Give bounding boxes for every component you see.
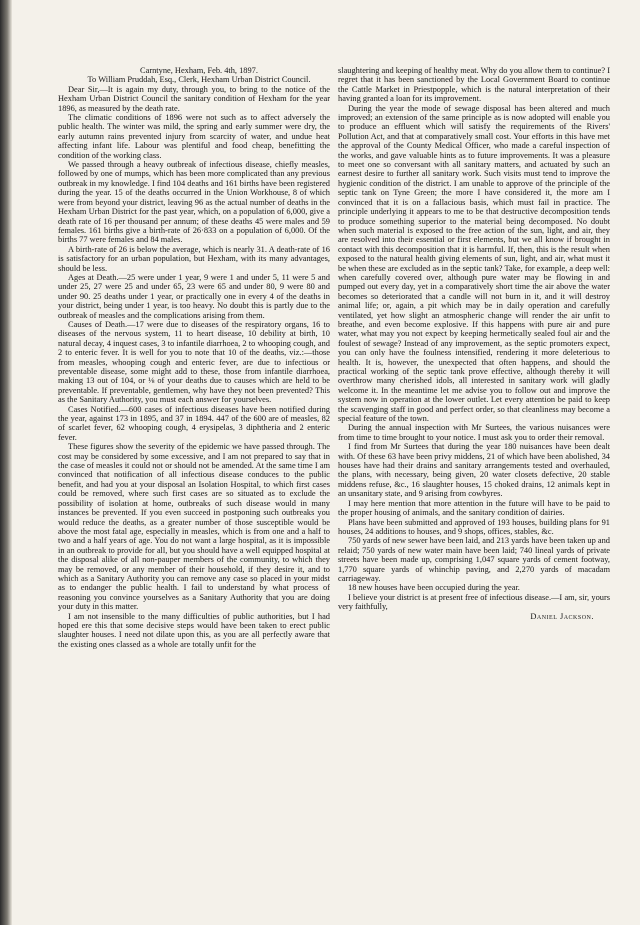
paragraph: I may here mention that more attention in the future will have to be paid to the proper housing of animals, and the sanitary condition of dairies. xyxy=(338,498,610,518)
left-column xyxy=(58,66,330,916)
paragraph: I find from Mr Surtees that during the year 180 nuisances have been dealt with. Of these 63 have been privy middens, 21 of which have been abolished, 34 houses have had their drains and sanitary arrangements tested and overhauled, the plans, with necessary, being given, 20 water closets defective, 20 stable middens refuse, &c., 16 slaughter houses, 15 choked drains, 12 animals kept in an unsanitary state, and 9 arising from cowbyres. xyxy=(338,442,610,499)
paragraph-causes-of-death: Causes of Death.—17 were due to diseases of the respiratory organs, 16 to diseases of the nervous system, 11 to heart disease, 10 debility at birth, 10 natural decay, 4 inquest cases, 3 to infantile diarrhoea, 2 to whooping cough, and 2 to enteric fever. It is well for you to note that 10 of the deaths, viz.:—those from measles, whooping cough and enteric fever, are due to infectious or preventable disease, some might add to these, those from infantile diarrhoea, making 13 out of 104, or ⅛ of your deaths due to causes which are held to be preventable. If preventable, gentlemen, why have they not been prevented? This as the Sanitary Authority, you must each answer for yourselves. xyxy=(58,319,330,405)
paragraph-cases-notified: Cases Notified.—600 cases of infectious diseases have been notified during the year, against 173 in 1895, and 37 in 1894. 447 of the 600 are of measles, 82 of scarlet fever, 62 whooping cough, 4 erysipelas, 3 diphtheria and 2 enteric fever. xyxy=(58,404,330,442)
paragraph: 18 new houses have been occupied during the year. xyxy=(348,583,520,593)
paragraph: Plans have been submitted and approved of 193 houses, building plans for 91 houses, 24 additions to houses, and 9 shops, offices, stables, &c. xyxy=(338,517,610,536)
dateline: Carntyne, Hexham, Feb. 4th, 1897. xyxy=(140,66,258,75)
paragraph: These figures show the severity of the epidemic we have passed through. The cost may be considered by some excessive, and I am not prepared to say that in the case of measles it could not or should not be amended. At the same time I am convinced that notification of all infectious disease conduces to the public benefit, and had you at your disposal an Isolation Hospital, to which first cases could be removed, where such first cases are so situated as to exclude the possibility of isolation at home, outbreaks of such disease would in many instances be prevented. If you even succeed in postponing such outbreaks you would reduce the deaths, as a greater number of those susceptible would be above the most fatal age, especially in measles, which is from one and a half to two and a half years of age. You do not want a large hospital, as it is impossible in an outbreak to provide for all, but you should have a well equipped hospital at the disposal alike of all non-pauper members of the community, to which they may be removed, or any member of their household, if they desire it, and to which as a Sanitary Authority you can remove any case so placed in your midst as to endanger the public health. I fail to understand by what process of reasoning you convince yourselves as a Sanitary Authority that you are doing your duty in this matter. xyxy=(58,442,330,612)
paragraph: We passed through a heavy outbreak of infectious disease, chiefly measles, followed by one of mumps, which has been more complicated than any previous outbreak in my knowledge. I find 104 deaths and 161 births have been registered during the year. 15 of the deaths occurred in the Union Workhouse, 8 of which were from beyond your district, leaving 96 as the actual number of deaths in the Hexham Urban District for the past year, which, on a population of 6,000, give a death rate of 16 per thousand per annum; of these deaths 45 were males and 59 females. 161 births give a birth-rate of 26·833 on a population of 6,000. Of the births 77 were females and 84 males. xyxy=(58,160,330,245)
paragraph-continued: slaughtering and keeping of healthy meat. Why do you allow them to continue? I regret that it has been sanctioned by the Local Government Board to continue the Cattle Market in Priestpopple, which is the natural interpretation of their having granted a loan for its improvement. xyxy=(338,66,610,104)
paragraph: 750 yards of new sewer have been laid, and 213 yards have been taken up and relaid; 750 yards of new water main have been laid; 740 lineal yards of private streets have been made up, comprising 1,047 square yards of cement footway, 1,770 square yards of whinchip paving, and 2,270 yards of macadam carriageway. xyxy=(338,536,610,583)
paragraph: I am not insensible to the many difficulties of public authorities, but I had hoped ere this that some decisive steps would have been taken to erect public slaughter houses. I need not dilate upon this, as you are all perfectly aware that the existing ones classed as a whole are totally unfit for the xyxy=(58,611,330,649)
paragraph: During the annual inspection with Mr Surtees, the various nuisances were from time to time brought to your notice. I must ask you to order their removal. xyxy=(338,423,610,442)
closing-paragraph: I believe your district is at present free of infectious disease.—I am, sir, yours very faithfully, xyxy=(338,592,610,612)
letter-columns xyxy=(58,66,618,916)
right-column xyxy=(338,66,610,916)
signature: Daniel Jackson. xyxy=(530,611,594,621)
paragraph-ages-at-death: Ages at Death.—25 were under 1 year, 9 were 1 and under 5, 11 were 5 and under 25, 27 were 25 and under 65, 23 were 65 and under 80, 9 were 80 and under 90. 25 deaths under 1 year, or practically one in every 4 of the deaths in your district, being under 1 year, is too heavy. No doubt this is partly due to the outbreak of measles and the complications arising from them. xyxy=(58,272,330,320)
paragraph: A birth-rate of 26 is below the average, which is nearly 31. A death-rate of 16 is satisfactory for an urban population, but Hexham, with its many advantages, should be less. xyxy=(58,244,330,273)
paragraph: During the year the mode of sewage disposal has been altered and much improved; an extension of the same principle as is now adopted will enable you to produce an effluent which will satisfy the requirements of the Rivers' Pollution Act, and that at comparatively small cost. Your efforts in this have met the approval of the County Medical Officer, who made a careful inspection of the works, and gave valuable hints as to future improvements. It was a pleasure to meet one so conversant with all sanitary matters, and actuated by such an earnest desire to further all sanitary work. Such visits must tend to improve the hygienic condition of the district. I am unable to approve of the principle of the septic tank on Tyne Green; the more I have considered it, the more am I convinced that it is on a fallacious basis, which must fail in practice. The principle underlying it appears to me to be that destructive decomposition tends to produce something superior to the material being decomposed. No doubt when such material is exposed to the free action of the sun, light, and air, they are resolved into their essential or first elements, but we all know if brought in contact with this decomposition that it is harmful. If, then, this is the result when exposed to the natural health giving elements of sun, light, and air, what must it be when these are excluded as in the septic tank? Take, for example, a deep well: when carefully covered over, although pure water may be flowing in and pumped out every day, yet in a comparatively short time the air above the water becomes so deteriorated that a candle will not burn in it, and it will destroy animal life; or, again, a pit which may be in daily operation and carefully ventilated, yet how slight an atmospheric change will render the air unfit to breathe, and even become explosive. If this happens with pure air and pure water, what may you not expect by keeping hermetically sealed foul air and the foulest of sewage? Instead of any improvement, as the septic promoters expect, you can only have the foulness intensified, rendering it more deleterious to health. It is, however, the unexpected that often happens, and should the practical working of the septic tank prove effective, although thereby it will overthrow many cherished idols, all interested in sanitary work will gladly welcome it. In the meantime let me advise you to follow out and improve the system now in operation at the lower outlet. Let every attention be paid to keep the scavenging staff in good and perfect order, so that cleanliness may become a special feature of the town. xyxy=(338,103,610,424)
page-binding-edge xyxy=(0,0,12,925)
addressee: To William Pruddah, Esq., Clerk, Hexham Urban District Council. xyxy=(87,75,311,85)
paragraph: The climatic conditions of 1896 were not such as to affect adversely the public health. The winter was mild, the spring and early summer were dry, the early autumn rains prevented injury from scarcity of water, and undue heat affecting infant life. Labour was plentiful and food cheap, benefitting the condition of the working class. xyxy=(58,113,330,160)
salutation-paragraph: Dear Sir,—It is again my duty, through you, to bring to the notice of the Hexham Urban District Council the sanitary condition of Hexham for the year 1896, as measured by the death rate. xyxy=(58,84,330,113)
